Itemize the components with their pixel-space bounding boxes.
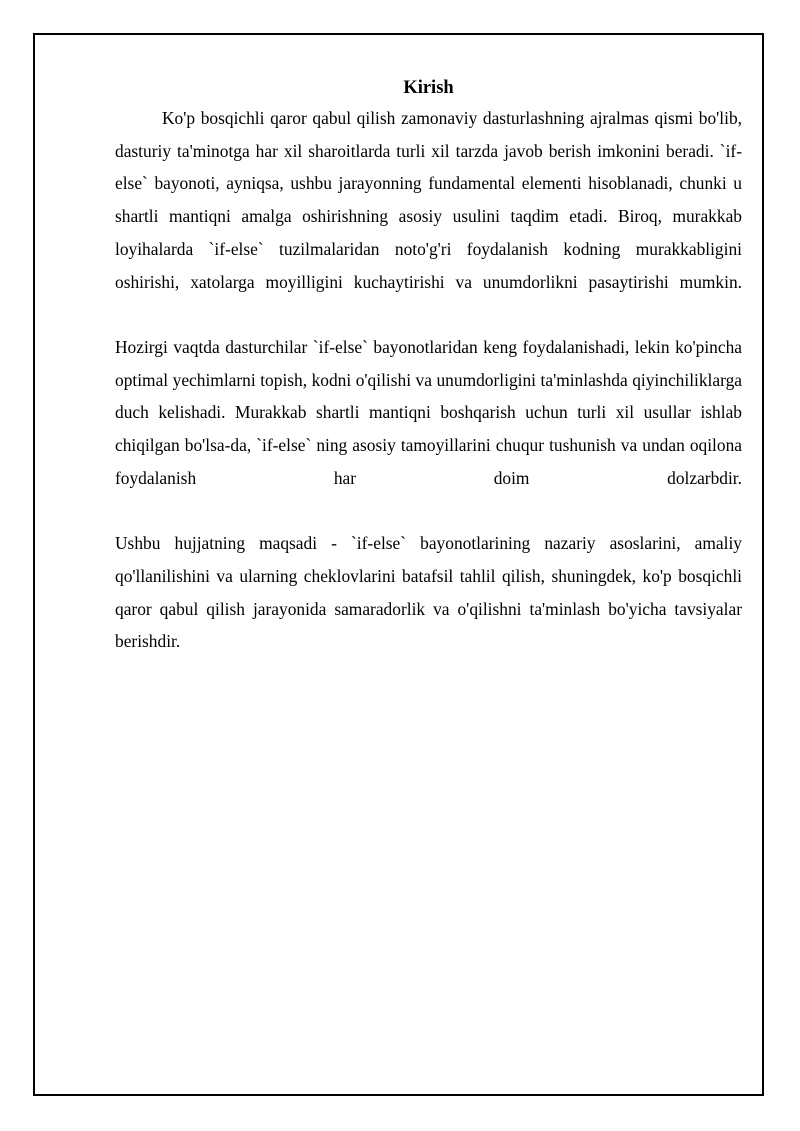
paragraph-current-state: Hozirgi vaqtda dasturchilar `if-else` bayonotlaridan keng foydalanishadi, lekin ko'pincha optimal yechimlarni topish, kodni o'qilishi va unumdorligini ta'minlashda qiyinchiliklarga duch kelishadi. Murakkab shartli mantiqni boshqarish uchun turli xil usullar ishlab chiqilgan bo'lsa-da, `if-else` ning asosiy tamoyillarini chuqur tushunish va undan oqilona foydalanish har doim dolzarbdir. xyxy=(115,336,742,488)
document-title: Kirish xyxy=(403,78,454,98)
paragraph-spacer xyxy=(115,298,742,331)
paragraph-intro: Ko'p bosqichli qaror qabul qilish zamonaviy dasturlashning ajralmas qismi bo'lib, dasturiy ta'minotga har xil sharoitlarda turli xil tarzda javob berish imkonini beradi. `if-else` bayonoti, ayniqsa, ushbu jarayonning fundamental elementi hisoblanadi, chunki u shartli mantiqni amalga oshirishning asosiy usulini taqdim etadi. Biroq, murakkab loyihalarda `if-else` tuzilmalaridan noto'g'ri foydalanish kodning murakkabligini oshirishi, xatolarga moyilligini kuchaytirishi va unumdorlikni pasaytirishi mumkin. xyxy=(115,108,742,292)
paragraph-purpose: Ushbu hujjatning maqsadi - `if-else` bayonotlarining nazariy asoslarini, amaliy qo'llanilishini va ularning cheklovlarini batafsil tahlil qilish, shuningdek, ko'p bosqichli qaror qabul qilish jarayonida samaradorlik va o'qilishni ta'minlash bo'yicha tavsiyalar berishdir. xyxy=(115,533,742,652)
document-body xyxy=(115,74,742,658)
paragraph-spacer xyxy=(115,494,742,527)
